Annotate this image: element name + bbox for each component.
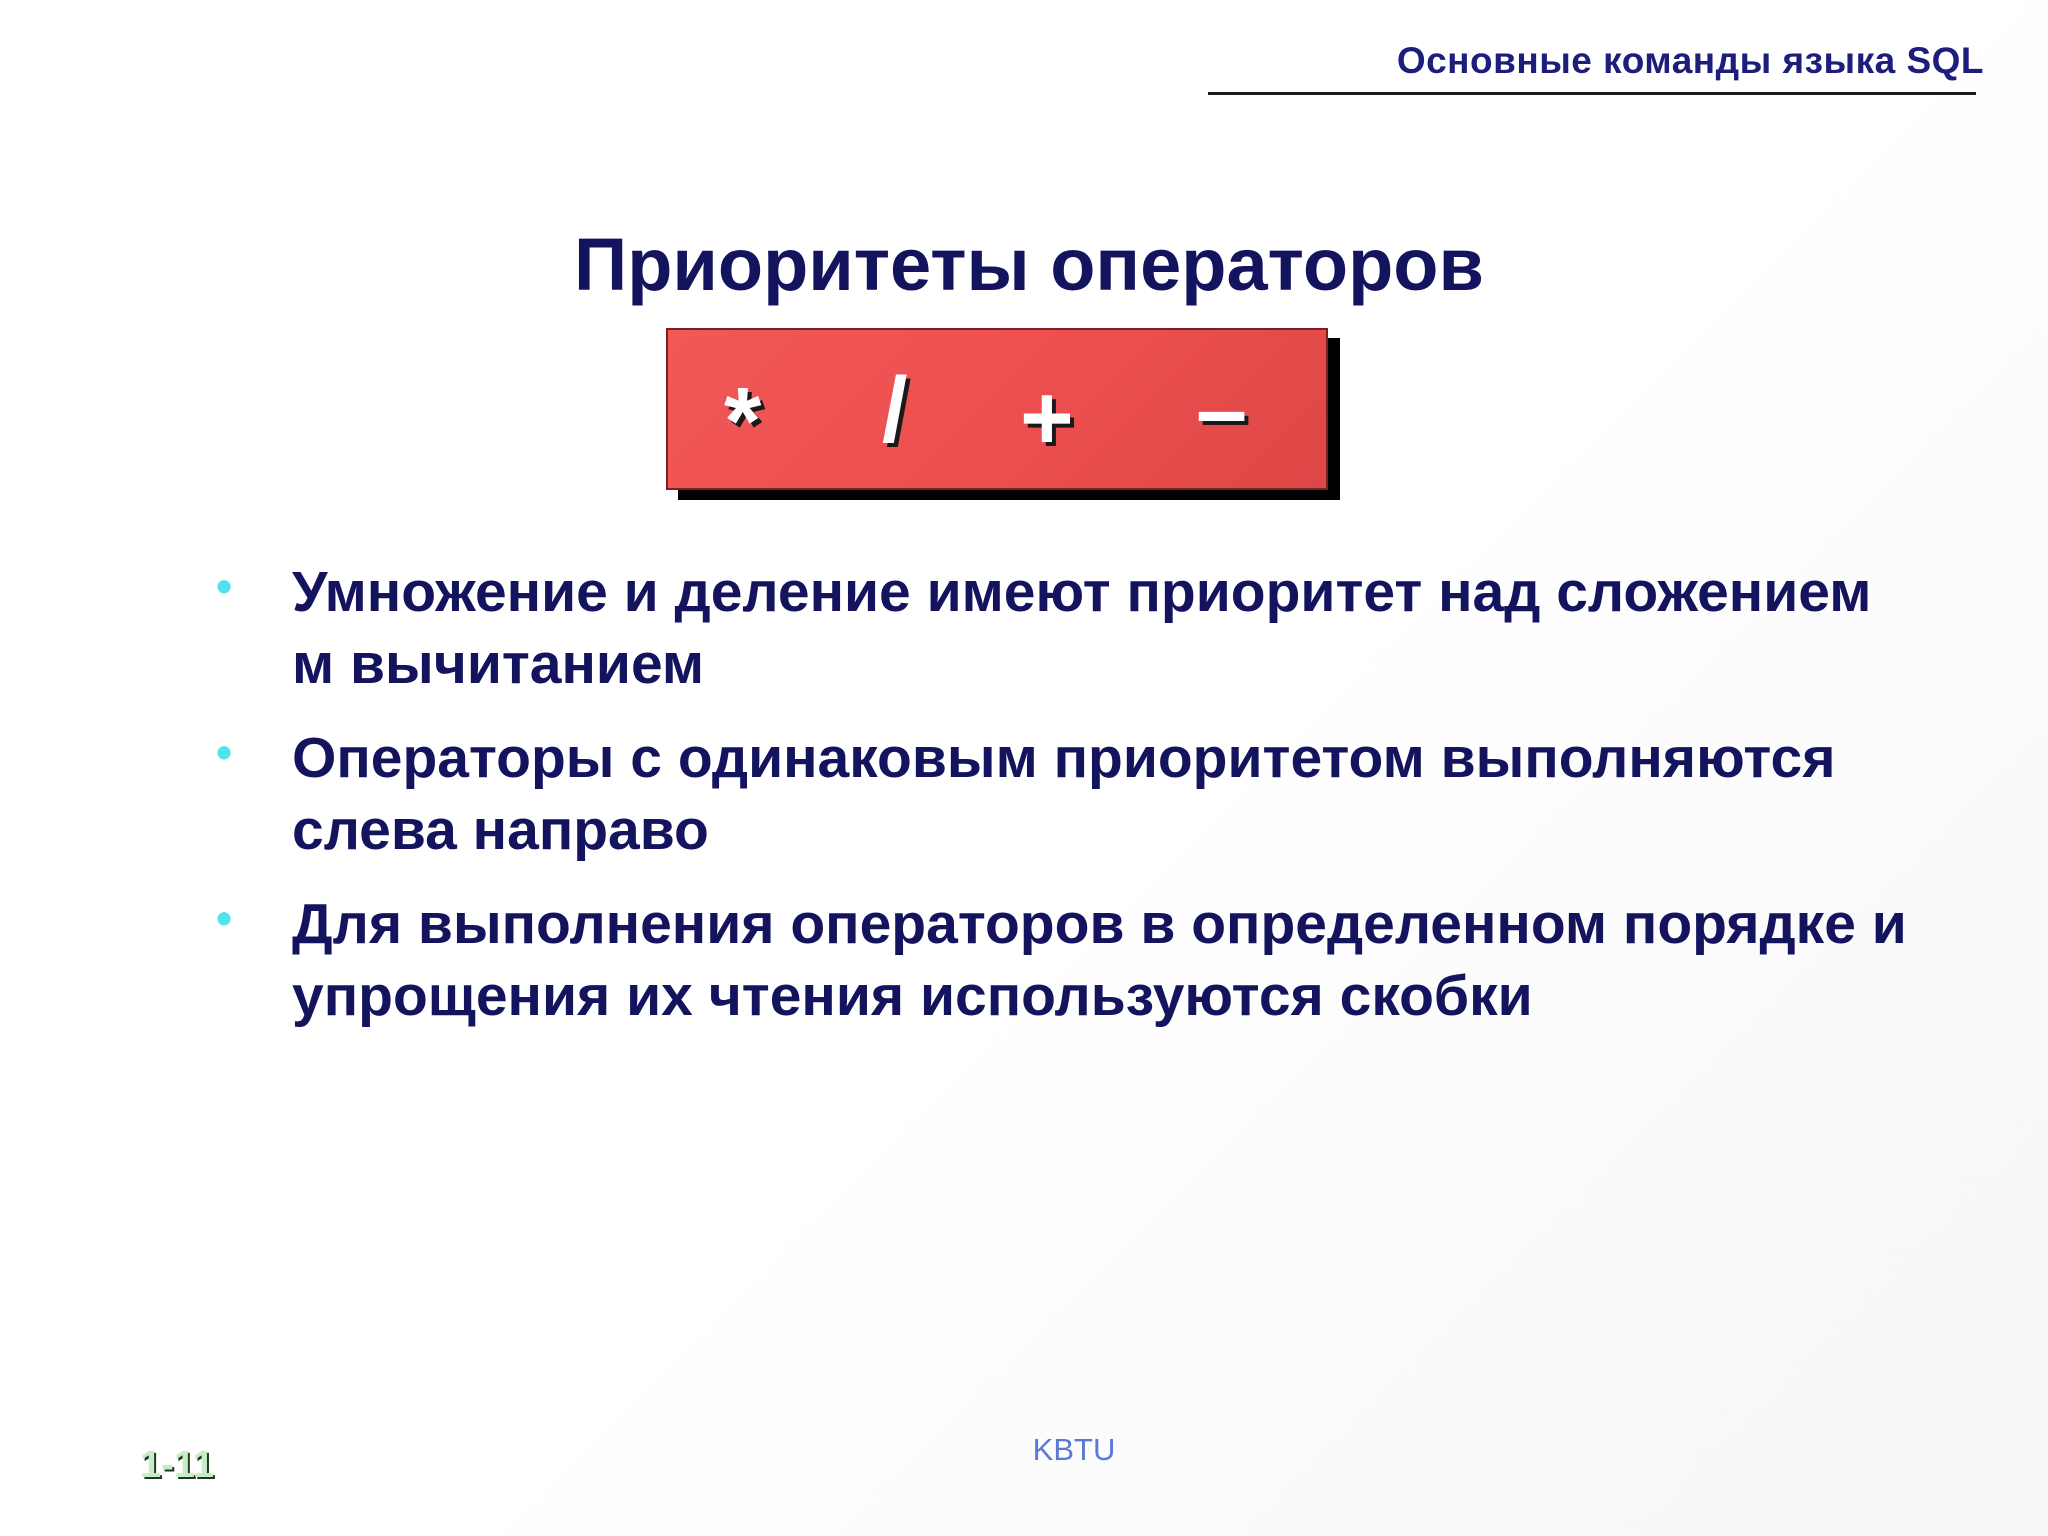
footer-org: KBTU: [1032, 1432, 1116, 1467]
bullet-item: [208, 888, 1908, 1032]
multiply-operator: *: [724, 368, 762, 475]
operators-box: [666, 328, 1328, 490]
slide-title: Приоритеты операторов: [574, 223, 1484, 306]
divide-operator: /: [882, 359, 908, 461]
bullet-item: [208, 722, 1908, 866]
minus-operator: –: [1196, 359, 1248, 461]
bullet-icon: •: [216, 892, 233, 944]
bullet-text: Для выполнения операторов в определенном порядке и упрощения их чтения используются скобки: [292, 892, 1907, 1028]
bullet-text: Операторы с одинаковым приоритетом выполняются слева направо: [292, 726, 1836, 862]
bullet-icon: •: [216, 560, 233, 612]
bullet-icon: •: [216, 726, 233, 778]
slide-number: 1-11: [140, 1444, 214, 1486]
bullet-text: Умножение и деление имеют приоритет над сложением м вычитанием: [292, 560, 1872, 696]
bullet-item: [208, 556, 1908, 700]
plus-operator: +: [1020, 367, 1074, 469]
header-divider: [1208, 92, 1976, 95]
bullet-list: [208, 556, 1908, 1054]
header-title: Основные команды языка SQL: [1396, 40, 1984, 81]
